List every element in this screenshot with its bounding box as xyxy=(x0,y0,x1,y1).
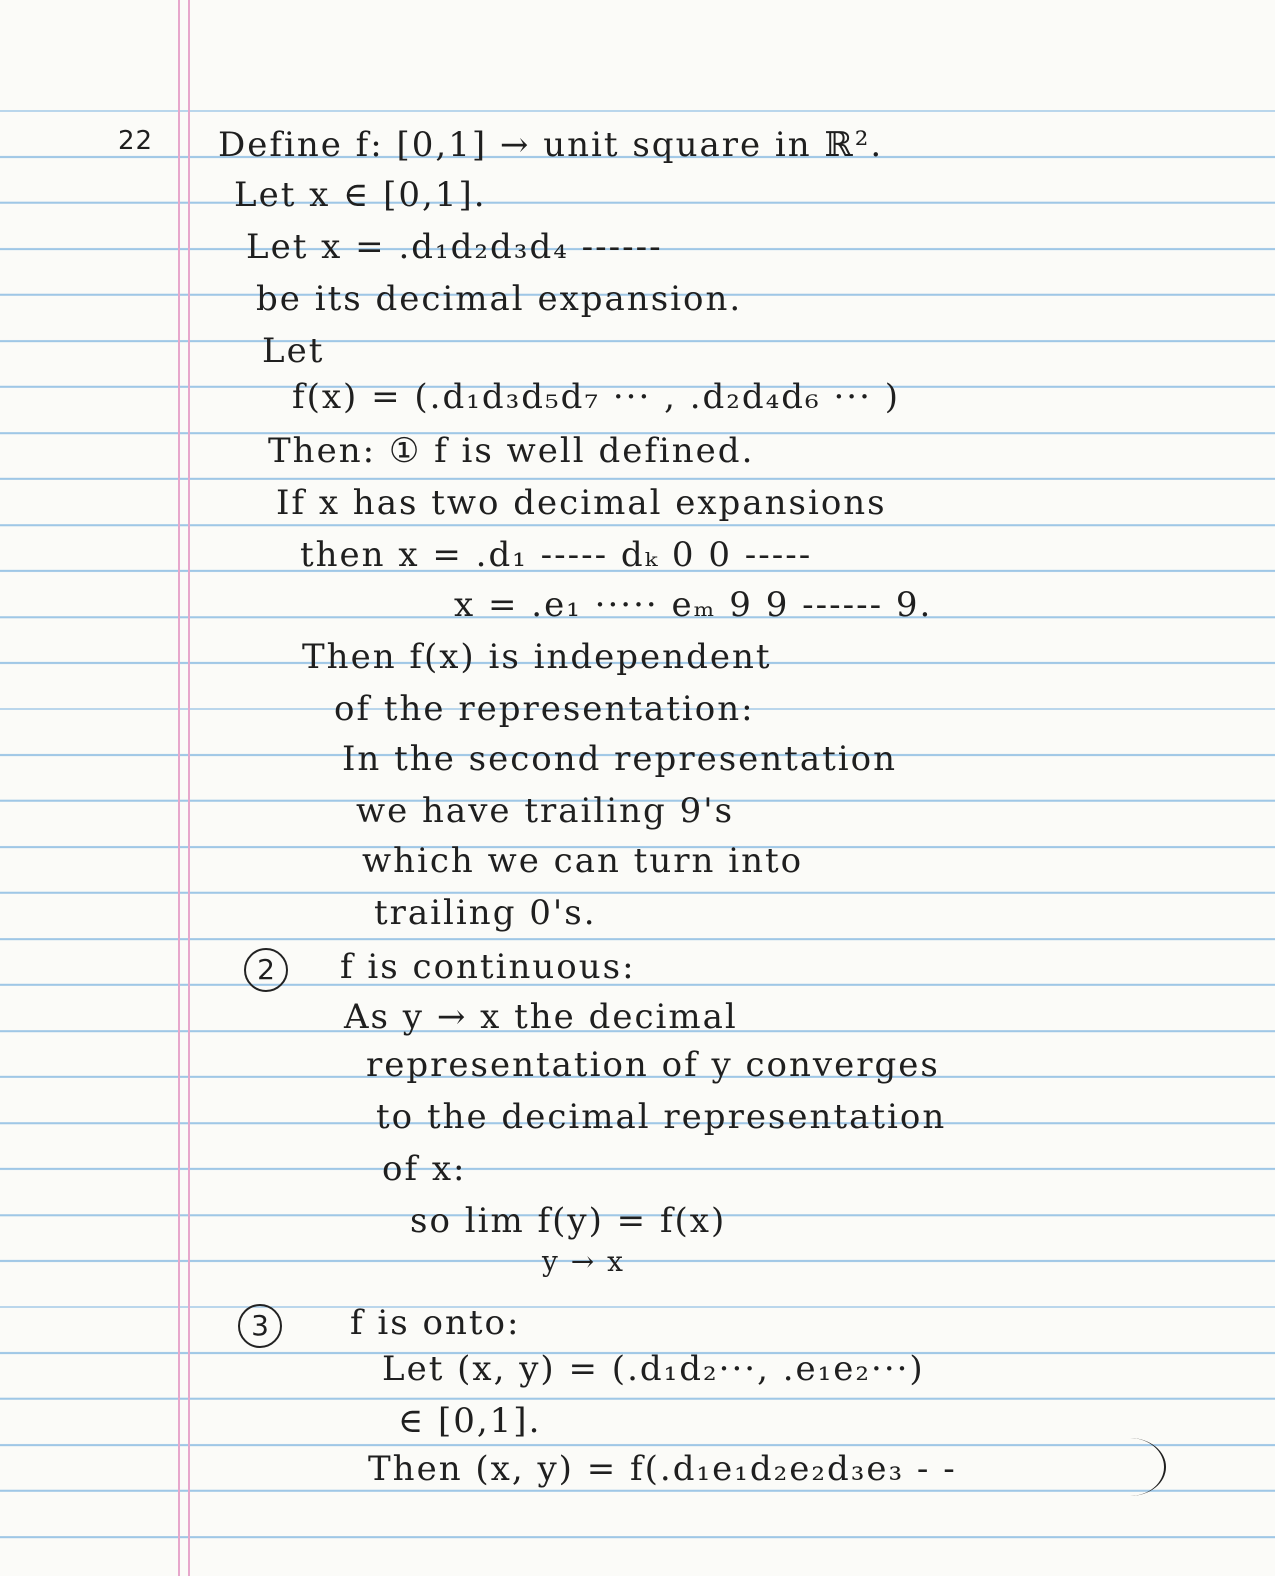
let-x-line: Let x ∈ [0,1]. xyxy=(234,175,487,215)
step-three-circle: 3 xyxy=(238,1304,282,1348)
interval-membership-line: ∈ [0,1]. xyxy=(398,1401,542,1441)
preimage-line: Then (x, y) = f(.d₁e₁d₂e₂d₃e₃ - - xyxy=(368,1449,957,1489)
closing-parenthesis-mark xyxy=(1094,1438,1166,1496)
limit-subscript-line: y → x xyxy=(542,1245,625,1278)
let-line: Let xyxy=(262,331,325,371)
step-two-circle: 2 xyxy=(244,948,288,992)
independence-line: Then f(x) is independent xyxy=(302,637,772,677)
point-definition-line: Let (x, y) = (.d₁d₂···, .e₁e₂···) xyxy=(382,1349,925,1389)
limit-setup-line: As y → x the decimal xyxy=(344,997,738,1037)
function-definition-line: f(x) = (.d₁d₃d₅d₇ ··· , .d₂d₄d₆ ··· ) xyxy=(292,377,900,417)
turn-into-line: which we can turn into xyxy=(362,841,804,881)
definition-line: Define f: [0,1] → unit square in ℝ². xyxy=(218,125,884,165)
converges-line: representation of y converges xyxy=(366,1045,940,1085)
decimal-expansion-line: be its decimal expansion. xyxy=(256,279,743,319)
second-representation-note-line: In the second representation xyxy=(342,739,897,779)
margin-line xyxy=(178,0,180,1576)
well-defined-claim-line: Then: ① f is well defined. xyxy=(268,431,755,471)
of-x-line: of x: xyxy=(382,1149,467,1189)
limit-equation-line: so lim f(y) = f(x) xyxy=(410,1201,727,1241)
representation-line: of the representation: xyxy=(334,689,755,729)
trailing-zeros-line: trailing 0's. xyxy=(374,893,597,933)
decimal-representation-line: to the decimal representation xyxy=(376,1097,947,1137)
trailing-nines-line: we have trailing 9's xyxy=(356,791,735,831)
second-representation-line: x = .e₁ ····· eₘ 9 9 ------ 9. xyxy=(454,585,933,625)
two-expansions-line: If x has two decimal expansions xyxy=(276,483,887,523)
page-number: 22 xyxy=(118,126,154,156)
first-representation-line: then x = .d₁ ----- dₖ 0 0 ----- xyxy=(300,535,813,575)
continuity-claim-line: f is continuous: xyxy=(340,947,636,987)
onto-claim-line: f is onto: xyxy=(350,1303,521,1343)
margin-line xyxy=(188,0,190,1576)
decimal-digits-line: Let x = .d₁d₂d₃d₄ ------ xyxy=(246,227,663,267)
